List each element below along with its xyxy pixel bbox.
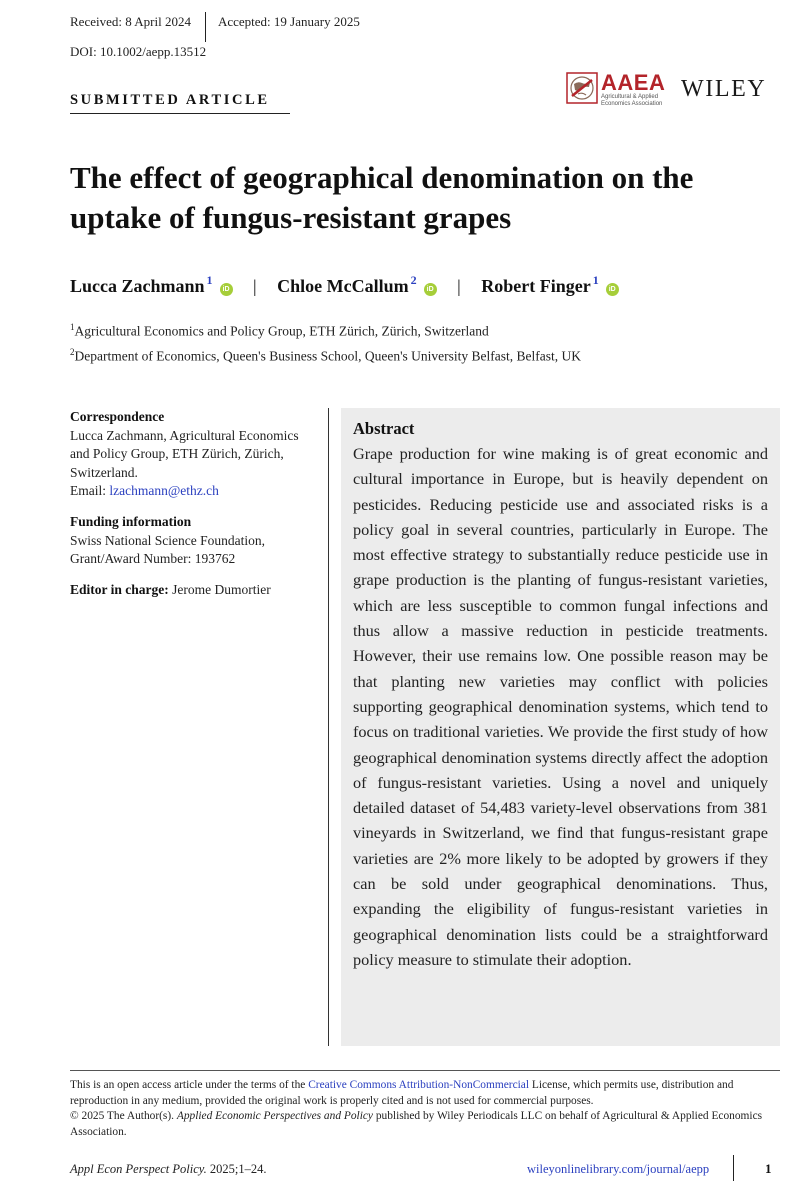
doi[interactable]: DOI: 10.1002/aepp.13512: [70, 44, 207, 59]
license-post: License, which permits use, distribution and reproduction in any medium, provided the original work is properly cited and is not used for commercial purposes.: [70, 1079, 734, 1107]
copyright-post: published by Wiley Periodicals LLC on behalf of Agricultural & Applied Economics Association.: [70, 1110, 763, 1138]
journal-abbrev: Appl Econ Perspect Policy.: [70, 1162, 207, 1176]
correspondence-text: Lucca Zachmann, Agricultural Economics and Policy Group, ETH Zürich, Zürich, Switzerland.: [70, 427, 299, 480]
editor-name: Jerome Dumortier: [172, 581, 271, 597]
affiliation-text: Department of Economics, Queen's Business School, Queen's University Belfast, Belfast, UK: [74, 348, 582, 364]
journal-name: Applied Economic Perspectives and Policy: [176, 1110, 373, 1123]
license-link[interactable]: Creative Commons Attribution-NonCommercial: [308, 1079, 530, 1091]
footnote-rule: [70, 1070, 780, 1071]
author-affiliation-mark: 1: [206, 273, 213, 287]
article-title: The effect of geographical denomination on the uptake of fungus-resistant grapes: [70, 160, 694, 235]
orcid-icon[interactable]: iD: [424, 283, 437, 296]
article-info-column: [70, 408, 310, 611]
page-number: 1: [765, 1161, 772, 1176]
affiliation-number: 1: [70, 322, 75, 332]
funding-text: Swiss National Science Foundation, Grant/Award Number: 193762: [70, 532, 265, 567]
column-divider: [328, 408, 329, 1046]
copyright-text: [70, 1109, 780, 1140]
author-affiliation-mark: 1: [592, 273, 599, 287]
publisher-logos: [566, 70, 776, 110]
accepted-date: Accepted: 19 January 2025: [217, 14, 360, 29]
author-name[interactable]: Lucca Zachmann: [70, 276, 205, 296]
author-affiliation-mark: 2: [410, 273, 417, 287]
funding-block: [70, 513, 310, 569]
author-name[interactable]: Chloe McCallum: [277, 276, 409, 296]
email-label: Email:: [70, 483, 106, 499]
section-rule: [70, 113, 290, 114]
correspondence-block: [70, 408, 310, 501]
wiley-logo: WILEY: [681, 76, 767, 102]
affiliation: [70, 347, 581, 365]
dates-line: [70, 14, 360, 44]
affiliation-text: Agricultural Economics and Policy Group, ETH Zürich, Zürich, Switzerland: [74, 323, 489, 339]
license-footnote: [70, 1078, 780, 1140]
funding-heading: Funding information: [70, 513, 192, 529]
aaea-logo-subtitle: Agricultural & Applied Economics Association: [601, 94, 663, 107]
citation-range: 2025;1–24.: [209, 1162, 267, 1176]
abstract-box: [341, 408, 780, 1046]
abstract-text: Grape production for wine making is of great economic and cultural importance in Europe, but is heavily dependent on pesticides. Reducing pesticide use and associated risks is a policy goal in several countries, particularly in Europe. The most effective strategy to substantially reduce pesticide use in grape production is the planting of fungus-resistant varieties, which are less susceptible to common fungal infections and thus allow a massive reduction in pesticide treatments. However, their use remains low. One possible reason may be that planting new varieties may conflict with policies supporting geographical denomination systems, which tend to focus on traditional varieties. We provide the first study of how geographical denomination systems directly affect the adoption of fungus-resistant varieties. Using a novel and uniquely detailed dataset of 54,483 variety-level observations from 381 vineyards in Switzerland, we find that fungus-resistant grape varieties are 2% more likely to be adopted by growers if they can be sold under geographical denominations. Thus, expanding the eligibility of fungus-resistant varieties in geographical denomination lists could be a straightforward policy measure to stimulate their adoption.: [353, 444, 768, 969]
author-line: [70, 273, 619, 297]
email-link[interactable]: lzachmann@ethz.ch: [109, 483, 219, 499]
received-date: Received: 8 April 2024: [70, 14, 191, 29]
license-text: [70, 1078, 780, 1109]
journal-url[interactable]: wileyonlinelibrary.com/journal/aepp: [527, 1162, 710, 1176]
footer-citation: [70, 1162, 267, 1177]
section-label: SUBMITTED ARTICLE: [70, 92, 270, 108]
author-name[interactable]: Robert Finger: [481, 276, 591, 296]
correspondence-email-line: [70, 482, 310, 501]
copyright-pre: © 2025 The Author(s).: [70, 1110, 174, 1123]
dates-divider: [205, 12, 206, 42]
footer-divider: [733, 1155, 734, 1181]
license-pre: This is an open access article under the terms of the: [70, 1079, 306, 1091]
editor-label: Editor in charge:: [70, 581, 169, 597]
aaea-globe-icon: [566, 72, 598, 104]
editor-block: [70, 581, 310, 600]
affiliation-number: 2: [70, 347, 75, 357]
correspondence-heading: Correspondence: [70, 409, 165, 424]
orcid-icon[interactable]: iD: [220, 283, 233, 296]
orcid-icon[interactable]: iD: [606, 283, 619, 296]
abstract-heading: Abstract: [353, 419, 415, 438]
affiliation: [70, 322, 489, 340]
author-separator: |: [457, 276, 461, 296]
author-separator: |: [253, 276, 257, 296]
aaea-logo-text: AAEA: [601, 70, 666, 95]
